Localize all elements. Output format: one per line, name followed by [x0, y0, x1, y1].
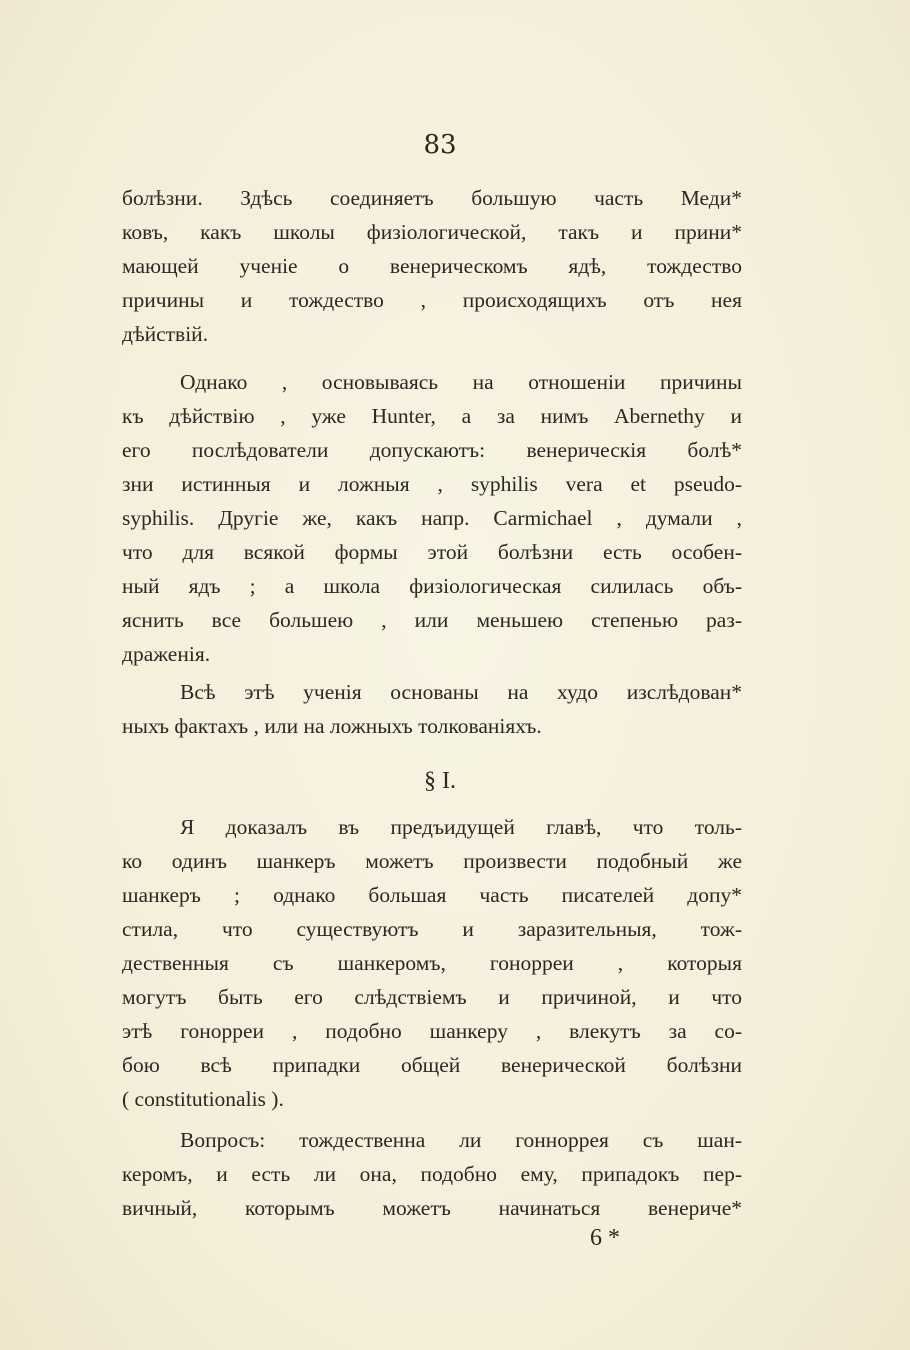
text-line: Вопросъ: тождественна ли гонноррея съ шан-	[180, 1128, 742, 1152]
paragraph-4	[122, 810, 742, 1116]
text-line: могутъ быть его слѣдствiемъ и причиной, и что	[122, 985, 742, 1009]
text-line: Всѣ этѣ ученiя основаны на худо изслѣдован*	[180, 680, 742, 704]
text-line: керомъ, и есть ли она, подобно ему, припадокъ пер-	[122, 1162, 742, 1186]
text-line: ко одинъ шанкеръ можетъ произвести подобный же	[122, 849, 742, 873]
paragraph-1	[122, 181, 742, 351]
text-line: что для всякой формы этой болѣзни есть особен-	[122, 540, 742, 564]
text-line: вичный, которымъ можетъ начинаться венериче*	[122, 1196, 742, 1220]
text-line: ковъ, какъ школы физiологической, такъ и прини*	[122, 220, 742, 244]
text-line: яснить все большею , или меньшею степенью раз-	[122, 608, 742, 632]
text-line: зни истинныя и ложныя , syphilis vera et pseudo-	[122, 472, 742, 496]
text-line: мающей ученiе о венерическомъ ядѣ, тождество	[122, 254, 742, 278]
paragraph-3	[122, 675, 742, 743]
text-line: Однако , основываясь на отношенiи причины	[180, 370, 742, 394]
section-heading: § I.	[424, 768, 456, 794]
text-line: дественныя съ шанкеромъ, гонорреи , которыя	[122, 951, 742, 975]
text-line: syphilis. Другiе же, какъ напр. Carmichael , думали ,	[122, 506, 742, 530]
text-line: ный ядъ ; а школа физiологическая силилась объ-	[122, 574, 742, 598]
paragraph-5	[122, 1123, 742, 1225]
text-line: ( constitutionalis ).	[122, 1087, 284, 1111]
page-number: 83	[423, 130, 457, 160]
text-line: его послѣдователи допускаютъ: венерическiя болѣ*	[122, 438, 742, 462]
text-line: дѣйствiй.	[122, 322, 209, 346]
paragraph-2	[122, 365, 742, 671]
text-line: болѣзни. Здѣсь соединяетъ большую часть Меди*	[122, 186, 742, 210]
text-line: этѣ гонорреи , подобно шанкеру , влекутъ за со-	[122, 1019, 742, 1043]
text-line: Я доказалъ въ предъидущей главѣ, что толь-	[180, 815, 742, 839]
signature-mark: 6 *	[590, 1225, 620, 1251]
text-line: драженiя.	[122, 642, 211, 666]
text-line: бою всѣ припадки общей венерической болѣзни	[122, 1053, 742, 1077]
text-line: причины и тождество , происходящихъ отъ нея	[122, 288, 742, 312]
text-line: шанкеръ ; однако большая часть писателей допу*	[122, 883, 742, 907]
text-line: ныхъ фактахъ , или на ложныхъ толкованiяхъ.	[122, 714, 542, 738]
text-line: къ дѣйствiю , уже Hunter, а за нимъ Abernethy и	[122, 404, 742, 428]
text-line: стила, что существуютъ и заразительныя, тож-	[122, 917, 742, 941]
